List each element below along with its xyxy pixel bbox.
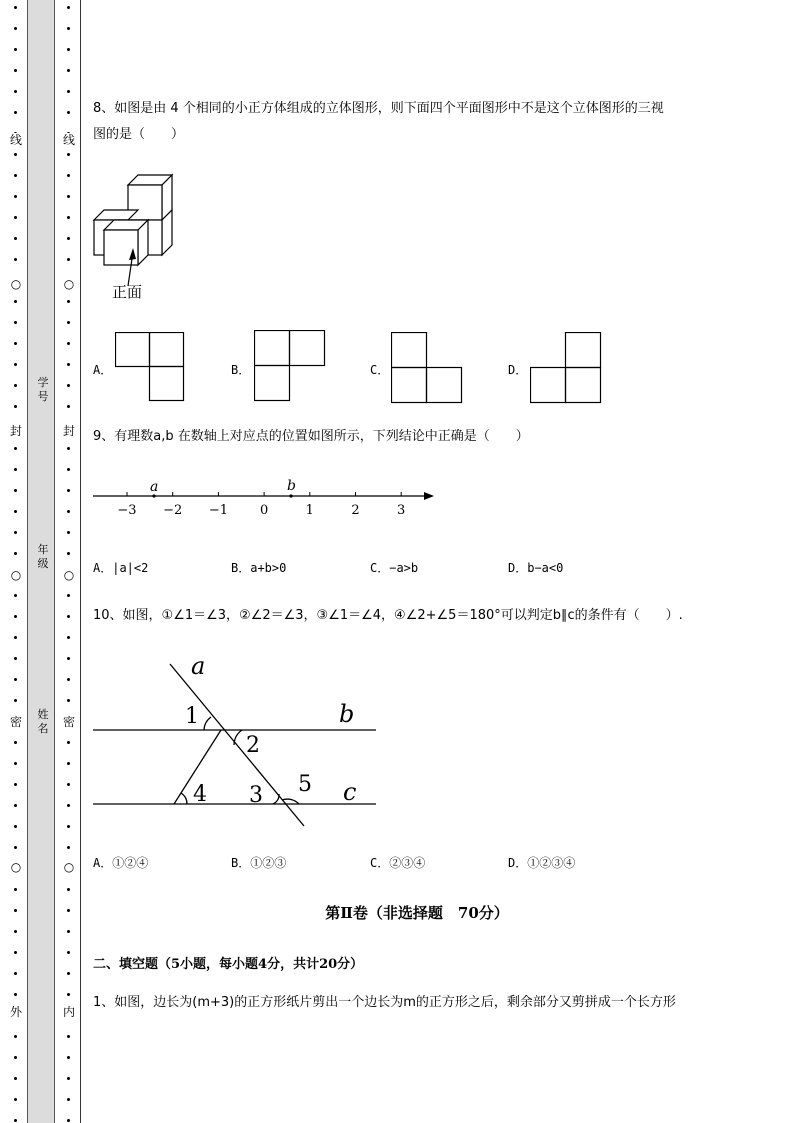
- binding-dot: [67, 1119, 70, 1122]
- q8-option-b-figure: [254, 330, 326, 402]
- binding-dot: [14, 468, 17, 471]
- binding-dot: [14, 1035, 17, 1038]
- binding-dot: [14, 90, 17, 93]
- binding-dot: [67, 237, 70, 240]
- inner-mark-secret: 密: [62, 715, 75, 729]
- binding-dot: [67, 363, 70, 366]
- binding-dot: [67, 951, 70, 954]
- q8-option-a: A．: [93, 363, 113, 377]
- binding-dot: [67, 1056, 70, 1059]
- binding-dot: [14, 993, 17, 996]
- binding-dot: [67, 174, 70, 177]
- binding-dot: [14, 405, 17, 408]
- label-angle-5: 5: [298, 772, 312, 797]
- inner-mark-circle: ○: [61, 277, 77, 291]
- binding-dot: [67, 594, 70, 597]
- binding-dot: [14, 552, 17, 555]
- q9-option-b: B．a+b>0: [231, 561, 287, 575]
- q8-text-line2: 图的是（ ）: [93, 127, 185, 142]
- label-angle-2: 2: [246, 733, 260, 758]
- number-line-tick-label: −3: [117, 503, 137, 518]
- label-line-a: a: [191, 652, 206, 680]
- field-student-id: 学号: [37, 376, 49, 403]
- inner-mark-line: 线: [62, 133, 75, 147]
- binding-dot: [67, 300, 70, 303]
- binding-dot: [14, 1077, 17, 1080]
- q8-cube-figure: [90, 170, 190, 305]
- binding-dot: [67, 153, 70, 156]
- inner-dot-line: [64, 0, 74, 1123]
- outer-mark-line: 线: [9, 133, 22, 147]
- binding-dot: [67, 111, 70, 114]
- q10-text: 10、如图，①∠1＝∠3，②∠2＝∠3，③∠1＝∠4，④∠2+∠5＝180°可以判定b∥c的条件有（ ）.: [93, 608, 683, 623]
- binding-dot: [67, 1035, 70, 1038]
- binding-dot: [67, 489, 70, 492]
- q8-option-c: C．: [370, 363, 390, 377]
- q10-option-d: D．①②③④: [508, 856, 576, 870]
- binding-dot: [67, 531, 70, 534]
- binding-dot: [14, 27, 17, 30]
- field-grade: 年级: [37, 543, 49, 570]
- label-line-b: b: [339, 700, 355, 728]
- binding-margin: [0, 0, 84, 1123]
- binding-dot: [14, 321, 17, 324]
- binding-dot: [67, 846, 70, 849]
- binding-dot: [14, 363, 17, 366]
- number-line-tick-label: −2: [163, 503, 183, 518]
- binding-dot: [14, 342, 17, 345]
- binding-dot: [67, 762, 70, 765]
- binding-dot: [67, 825, 70, 828]
- q9-text: 9、有理数a,b 在数轴上对应点的位置如图所示，下列结论中正确是（ ）: [93, 429, 529, 444]
- inner-mark-seal: 封: [62, 424, 75, 438]
- q9-option-c: C．−a>b: [370, 561, 419, 575]
- point-a-label: a: [150, 479, 159, 495]
- binding-dot: [14, 510, 17, 513]
- binding-dot: [14, 258, 17, 261]
- binding-dot: [14, 636, 17, 639]
- binding-dot: [14, 48, 17, 51]
- q8-option-c-figure: [391, 332, 463, 404]
- binding-dot: [67, 804, 70, 807]
- outer-mark-secret: 密: [9, 715, 22, 729]
- binding-dot: [67, 216, 70, 219]
- binding-dot: [14, 930, 17, 933]
- binding-dot: [14, 216, 17, 219]
- binding-dot: [67, 783, 70, 786]
- section-fill-in-blank: 二、填空题（5小题，每小题4分，共计20分）: [93, 957, 364, 972]
- binding-dot: [67, 27, 70, 30]
- label-angle-3: 3: [249, 783, 263, 808]
- part2-q1-text: 1、如图，边长为(m+3)的正方形纸片剪出一个边长为m的正方形之后，剩余部分又剪拼成一个长方形: [93, 995, 676, 1010]
- binding-dot: [14, 951, 17, 954]
- binding-dot: [14, 1119, 17, 1122]
- inner-mark-circle: ○: [61, 860, 77, 874]
- binding-dot: [67, 657, 70, 660]
- outer-mark-seal: 封: [9, 424, 22, 438]
- binding-dot: [67, 321, 70, 324]
- binding-dot: [14, 300, 17, 303]
- binding-dot: [67, 1077, 70, 1080]
- binding-dot: [67, 342, 70, 345]
- binding-dot: [14, 615, 17, 618]
- binding-dot: [67, 615, 70, 618]
- outer-mark-circle: ○: [8, 277, 24, 291]
- binding-dot: [67, 888, 70, 891]
- binding-dot: [67, 1098, 70, 1101]
- outer-mark-circle: ○: [8, 860, 24, 874]
- binding-dot: [14, 762, 17, 765]
- front-label: 正面: [112, 283, 143, 301]
- q8-text-line1: 8、如图是由 4 个相同的小正方体组成的立体图形，则下面四个平面图形中不是这个立体图形的三视: [93, 101, 664, 116]
- number-line-tick-label: 2: [351, 503, 360, 518]
- binding-dot: [14, 153, 17, 156]
- label-angle-1: 1: [185, 704, 199, 729]
- binding-dot: [14, 195, 17, 198]
- binding-dot: [14, 1056, 17, 1059]
- field-name: 姓名: [37, 708, 49, 735]
- q8-option-a-figure: [115, 332, 185, 402]
- binding-dot: [14, 384, 17, 387]
- binding-dot: [67, 741, 70, 744]
- binding-dot: [14, 111, 17, 114]
- number-line-tick-label: 1: [305, 503, 314, 518]
- binding-dot: [14, 783, 17, 786]
- binding-dot: [14, 888, 17, 891]
- q8-option-d-figure: [530, 332, 602, 404]
- inner-mark-inside: 内: [62, 1005, 75, 1019]
- binding-dot: [67, 258, 70, 261]
- binding-dot: [14, 846, 17, 849]
- binding-dot: [14, 174, 17, 177]
- q10-option-a: A．①②④: [93, 856, 149, 870]
- binding-dot: [14, 678, 17, 681]
- binding-dot: [67, 6, 70, 9]
- binding-dot: [67, 195, 70, 198]
- q9-option-a: A．|a|<2: [93, 561, 149, 575]
- binding-dot: [67, 447, 70, 450]
- binding-rule: [80, 0, 81, 1123]
- number-line-tick-label: 0: [259, 503, 269, 518]
- binding-dot: [67, 972, 70, 975]
- binding-dot: [14, 657, 17, 660]
- q10-option-b: B．①②③: [231, 856, 287, 870]
- binding-dot: [67, 69, 70, 72]
- binding-dot: [14, 804, 17, 807]
- binding-dot: [67, 510, 70, 513]
- q9-number-line: [90, 472, 440, 520]
- inner-mark-circle: ○: [61, 568, 77, 582]
- binding-dot: [67, 678, 70, 681]
- q9-option-d: D．b−a<0: [508, 561, 564, 575]
- part2-title: 第Ⅱ卷（非选择题 70分）: [325, 904, 509, 922]
- outer-mark-outside: 外: [9, 1005, 22, 1019]
- binding-dot: [67, 405, 70, 408]
- label-angle-4: 4: [193, 782, 207, 807]
- q10-parallel-lines-figure: [90, 648, 390, 833]
- binding-dot: [14, 447, 17, 450]
- binding-dot: [14, 237, 17, 240]
- binding-dot: [14, 825, 17, 828]
- q8-option-d: D．: [508, 363, 528, 377]
- binding-dot: [14, 531, 17, 534]
- outer-dot-line: [11, 0, 21, 1123]
- binding-dot: [67, 699, 70, 702]
- binding-dot: [67, 636, 70, 639]
- binding-dot: [14, 69, 17, 72]
- binding-dot: [14, 909, 17, 912]
- number-line-tick-label: 3: [397, 503, 406, 518]
- binding-dot: [14, 972, 17, 975]
- binding-dot: [14, 1098, 17, 1101]
- binding-dot: [67, 384, 70, 387]
- number-line-tick-label: −1: [208, 503, 228, 518]
- label-line-c: c: [343, 778, 357, 806]
- binding-dot: [14, 741, 17, 744]
- q8-option-b: B．: [231, 363, 251, 377]
- binding-dot: [67, 993, 70, 996]
- binding-dot: [67, 930, 70, 933]
- binding-dot: [67, 48, 70, 51]
- point-b-label: b: [287, 478, 296, 494]
- outer-mark-circle: ○: [8, 568, 24, 582]
- q10-option-c: C．②③④: [370, 856, 426, 870]
- binding-dot: [67, 552, 70, 555]
- binding-dot: [14, 489, 17, 492]
- binding-dot: [67, 90, 70, 93]
- binding-dot: [67, 468, 70, 471]
- binding-dot: [14, 699, 17, 702]
- binding-dot: [14, 594, 17, 597]
- binding-dot: [14, 6, 17, 9]
